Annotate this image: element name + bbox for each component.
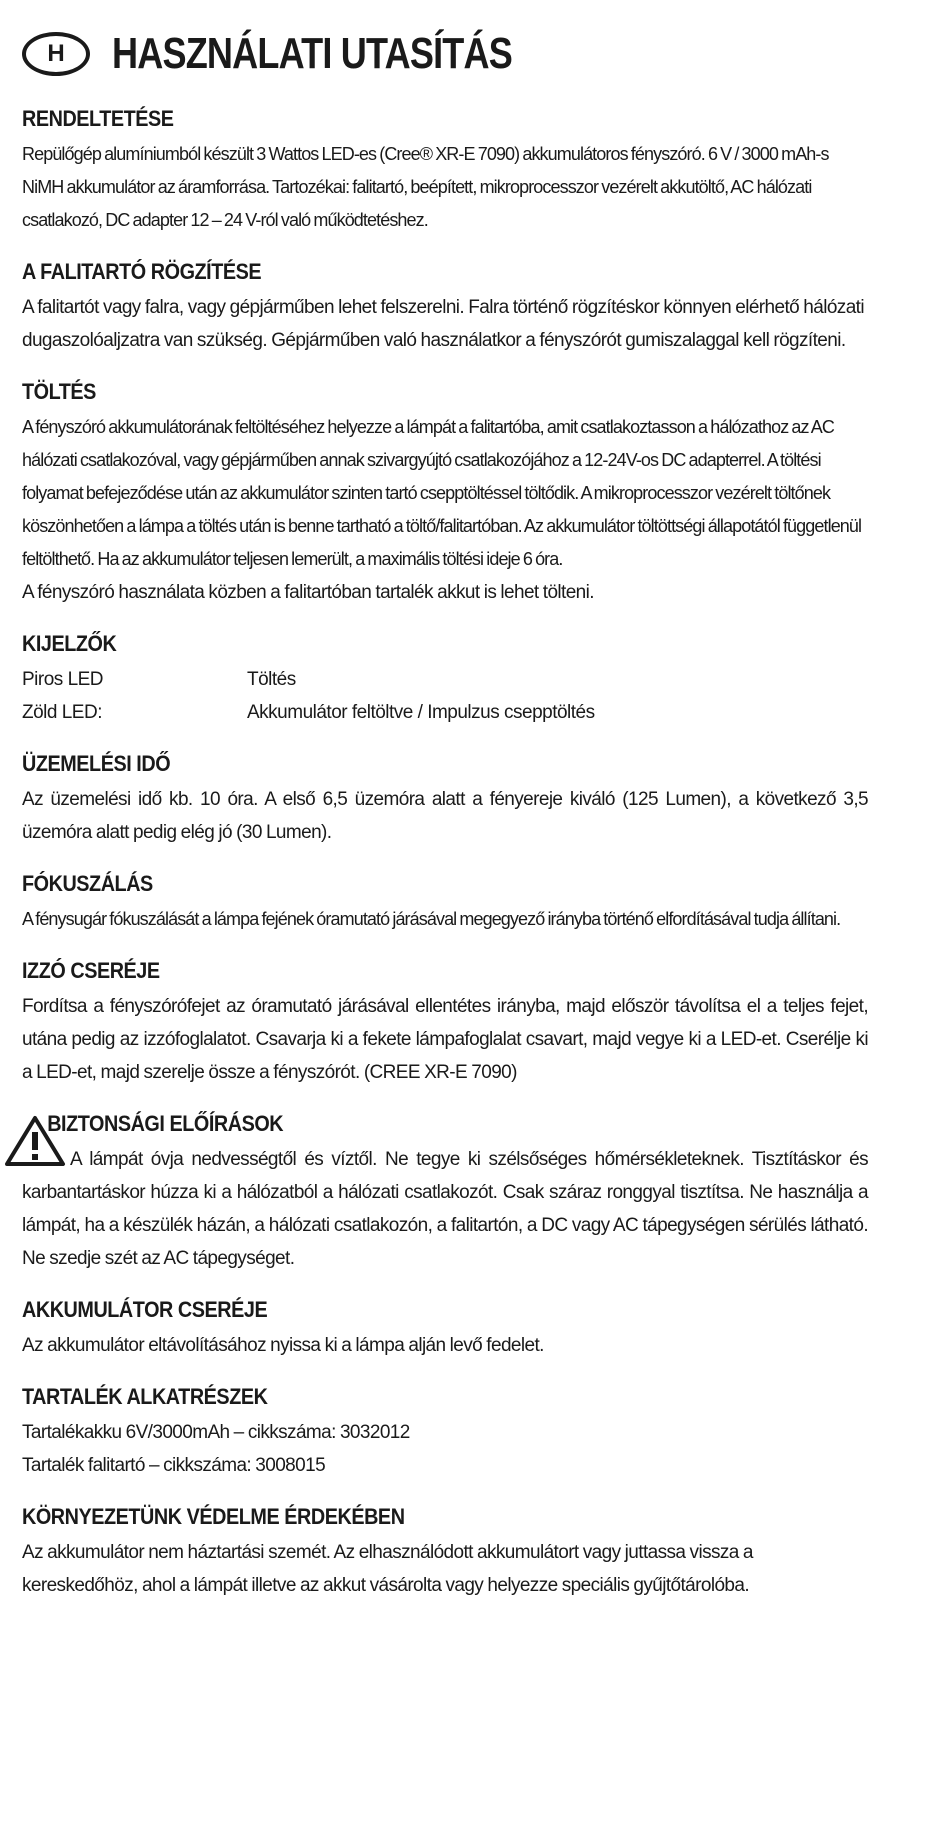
section-heading: TARTALÉK ALKATRÉSZEK [22,1384,268,1409]
section-text: Fordítsa a fényszórófejet az óramutató járásával ellentétes irányba, majd először távolítsa el a teljes fejet, utána pedig az izzófoglalatot. Csavarja ki a fekete lámpafoglalat csavart, majd vegye ki a LED-et. Cserélje ki a LED-et, majd szerelje össze a fényszórót. (CREE XR-E 7090) [22,996,868,1083]
section-focus [22,871,868,936]
section-battery [22,1297,868,1362]
section-purpose [22,106,868,237]
section-indicators [22,631,868,729]
section-heading: AKKUMULÁTOR CSERÉJE [22,1297,268,1322]
section-text: Az akkumulátor eltávolításához nyissa ki a lámpa alján levő fedelet. [22,1335,544,1356]
section-heading: KIJELZŐK [22,631,117,656]
section-safety [22,1111,868,1275]
section-text: A fényszóró akkumulátorának feltöltéséhez helyezze a lámpát a falitartóba, amit csatlakoztasson a hálózathoz az AC hálózati csatlakozóval, vagy gépjárműben annak szivargyújtó csatlakozójához a 12-24V-os DC adapterrel. A töltési folyamat befejeződése után az akkumulátor szinten tartó csepptöltéssel töltődik. A mikroprocesszor vezérelt töltőnek köszönhetően a lámpa a töltés után is benne tartható a töltő/falitartóban. Az akkumulátor töltöttségi állapotától függetlenül feltölthető. Ha az akkumulátor teljesen lemerült, a maximális töltési ideje 6 óra. [22,417,862,569]
section-text-extra: A fényszóró használata közben a falitartóban tartalék akkut is lehet tölteni. [22,582,594,603]
section-mount [22,259,868,357]
section-heading: ÜZEMELÉSI IDŐ [22,751,171,776]
section-heading: BIZTONSÁGI ELŐÍRÁSOK [47,1111,284,1136]
title-row [22,22,868,86]
page-title: HASZNÁLATI UTASÍTÁS [112,29,512,78]
indicator-label: Piros LED [22,669,104,690]
section-text: Az üzemelési idő kb. 10 óra. A első 6,5 üzemóra alatt a fényereje kiváló (125 Lumen), a következő 3,5 üzemóra alatt pedig elég jó (30 Lumen). [22,789,868,843]
section-text: A lámpát óvja nedvességtől és víztől. Ne tegye ki szélsőséges hőmérsékleteknek. Tisztításkor és karbantartáskor húzza ki a hálózatból a hálózati csatlakozót. Csak száraz ronggyal tisztítsa. Ne használja a lámpát, ha a készülék házán, a hálózati csatlakozón, a falitartón, a DC vagy AC tápegységen sérülés látható. Ne szedje szét az AC tápegységet. [22,1149,868,1269]
section-environment [22,1504,868,1602]
section-text: Repülőgép alumíniumból készült 3 Wattos LED-es (Cree® XR-E 7090) akkumulátoros fényszóró. 6 V / 3000 mAh-s NiMH akkumulátor az áramforrása. Tartozékai: falitartó, beépített, mikroprocesszor vezérelt akkutöltő, AC hálózati csatlakozó, DC adapter 12 – 24 V-ról való működtetéshez. [22,144,829,230]
section-text: A falitartót vagy falra, vagy gépjárműben lehet felszerelni. Falra történő rögzítéskor könnyen elérhető hálózati dugaszolóaljzatra van szükség. Gépjárműben való használatkor a fényszórót gumiszalaggal kell rögzíteni. [22,297,864,351]
manual-page [22,22,868,1624]
indicator-label: Zöld LED: [22,702,102,723]
section-text: A fénysugár fókuszálását a lámpa fejének óramutató járásával megegyező irányba történő elfordításával tudja állítani. [22,909,841,929]
section-heading: TÖLTÉS [22,379,96,404]
section-heading: IZZÓ CSERÉJE [22,958,160,983]
section-text: Az akkumulátor nem háztartási szemét. Az elhasználódott akkumulátort vagy juttassa vissza a kereskedőhöz, ahol a lámpát illetve az akkut vásárolta vagy helyezze speciális gyűjtőtárolóba. [22,1542,753,1596]
section-heading: FÓKUSZÁLÁS [22,871,153,896]
indicator-value: Akkumulátor feltöltve / Impulzus csepptöltés [247,702,595,723]
indicator-value: Töltés [247,669,296,690]
section-charging [22,379,868,609]
spare-part-line: Tartalékakku 6V/3000mAh – cikkszáma: 3032012 [22,1422,410,1443]
section-heading: RENDELTETÉSE [22,106,174,131]
section-spares [22,1384,868,1482]
section-heading: A FALITARTÓ RÖGZÍTÉSE [22,259,262,284]
section-heading: KÖRNYEZETÜNK VÉDELME ÉRDEKÉBEN [22,1504,405,1529]
spare-part-line: Tartalék falitartó – cikkszáma: 3008015 [22,1455,326,1476]
language-badge-icon: H [22,32,90,76]
section-bulb [22,958,868,1089]
section-runtime [22,751,868,849]
indicator-table [22,663,868,729]
